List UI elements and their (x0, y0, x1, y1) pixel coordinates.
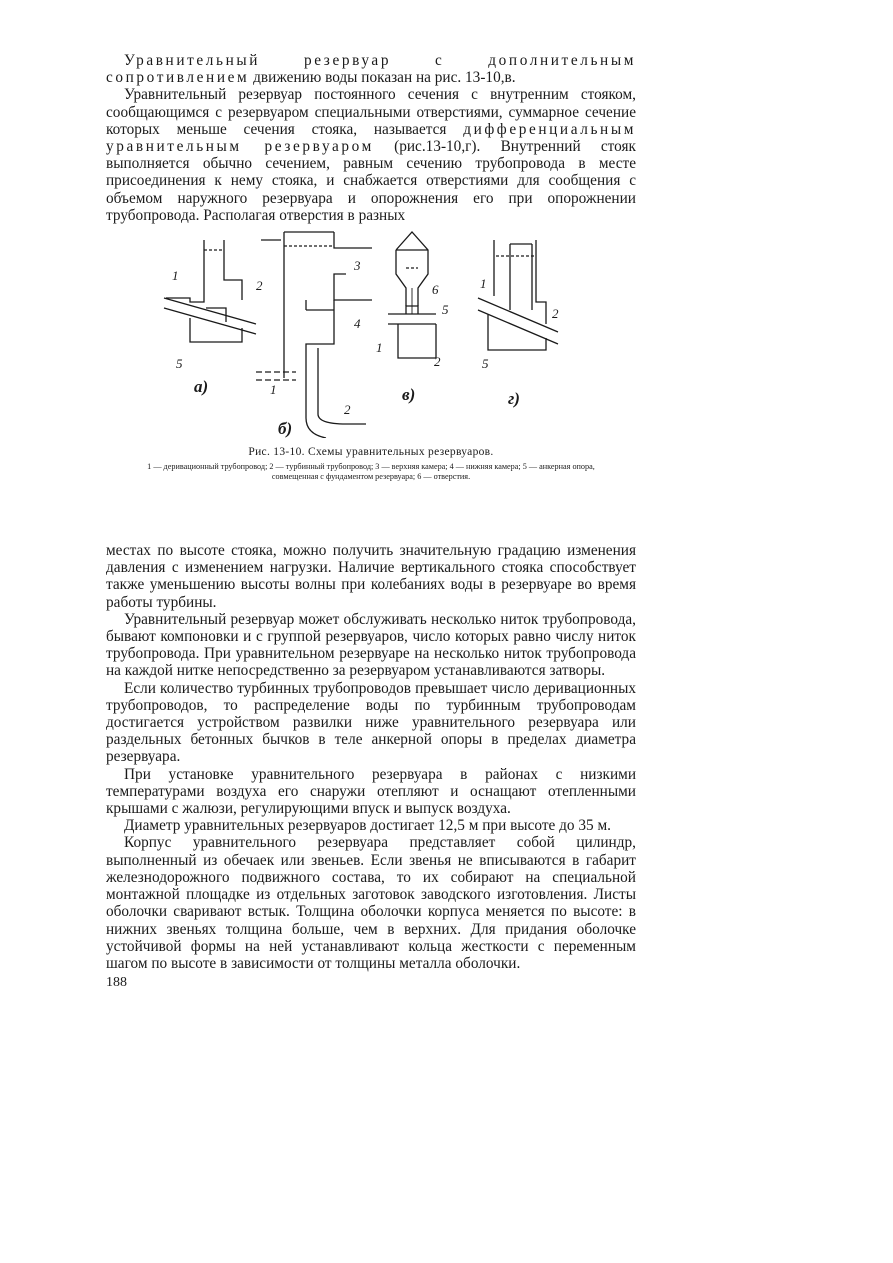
scheme-b (256, 232, 372, 438)
page-number: 188 (106, 975, 127, 991)
paragraph-4: Уравнительный резервуар может обслуживать несколько ниток трубопровода, бывают компоновки и с группой резервуаров, число которых равно числу ниток трубопровода. При уравнительном резервуаре на несколько ниток трубопровода на каждой нитке непосредственно за резервуаром устанавливаются затворы. (106, 610, 636, 680)
label-1-a: 1 (172, 268, 179, 284)
scheme-a (164, 240, 263, 396)
label-5-a: 5 (176, 356, 183, 372)
paragraph-6: При установке уравнительного резервуара в районах с низкими температурами воздуха его снаружи отепляют и оснащают отепленными крышами с жалюзи, регулирующими впуск и выпуск воздуха. (106, 765, 636, 818)
paragraph-7: Диаметр уравнительных резервуаров достигает 12,5 м при высоте до 35 м. (124, 817, 612, 835)
paragraph-8: Корпус уравнительного резервуара представляет собой цилиндр, выполненный из обечаек или звеньев. Если звенья не вписываются в габарит железнодорожного подвижного состава, то их собирают на специальной монтажной площадке из отдельных заготовок заводского изготовления. Листы оболочки сваривают встык. Толщина оболочки корпуса меняется по высоте: в нижних звеньях толщина больше, чем в верхних. Для придания оболочке устойчивой формы на ней устанавливают кольца жесткости с переменным шагом по высоте в зависимости от толщины металла оболочки. (106, 834, 636, 972)
spaced-term: дифференциальным уравнительным резервуаром (106, 120, 636, 156)
label-2-b: 2 (344, 402, 351, 418)
caption-b: б) (278, 419, 293, 439)
scheme-v (376, 232, 449, 404)
label-1-v: 1 (376, 340, 383, 356)
caption-v: в) (402, 385, 416, 405)
paragraph-2: Уравнительный резервуар постоянного сечения с внутренним стояком, сообщающимся с резервуаром специальными отверстиями, суммарное сечение которых меньше сечения стояка, называется дифференциальным уравнительным резервуаром (рис.13-10,г). Внутренний стояк выполняется обычно сечением, равным сечению трубопровода в месте присоединения к нему стояка, и снабжается отверстиями для сообщения с объемом наружного резервуара и опорожнения его при опорожнении трубопровода. Располагая отверстия в разных (106, 86, 636, 224)
label-2-g: 2 (552, 306, 559, 322)
scheme-g (478, 240, 559, 408)
paragraph-1: Уравнительный резервуар с дополнительным сопротивлением движению воды показан на рис. 13-10,в. (106, 52, 636, 87)
label-5-g: 5 (482, 356, 489, 372)
label-6: 6 (432, 282, 439, 298)
figure-legend: 1 — деривационный трубопровод; 2 — турбинный трубопровод; 3 — верхняя камера; 4 — нижняя камера; 5 — анкерная опора, совмещенная с фундаментом резервуара; 6 — отверстия. (147, 462, 595, 481)
caption-a: а) (194, 377, 209, 397)
caption-g: г) (508, 389, 520, 409)
label-1-g: 1 (480, 276, 487, 292)
paragraph-5: Если количество турбинных трубопроводов превышает число деривационных трубопроводов, то распределение воды по турбинным трубопроводам достигается устройством развилки ниже уравнительного резервуара или раздельных бетонных бычков в теле анкерной опоры в пределах диаметра резервуара. (106, 679, 636, 766)
label-4: 4 (354, 316, 361, 332)
surge-tank-schemes (106, 228, 636, 438)
figure-caption: Рис. 13-10. Схемы уравнительных резервуаров. (248, 446, 494, 459)
label-2-v: 2 (434, 354, 441, 370)
spaced-term: Уравнительный резервуар с дополнительным сопротивлением (106, 52, 636, 87)
label-1-b: 1 (270, 382, 277, 398)
figure-13-10 (106, 228, 636, 516)
paragraph-3: местах по высоте стояка, можно получить значительную градацию изменения давления с изменением нагрузки. Наличие вертикального стояка способствует также уменьшению высоты волны при колебаниях воды в резервуаре во время работы турбины. (106, 542, 636, 611)
label-5-v: 5 (442, 302, 449, 318)
label-3: 3 (354, 258, 361, 274)
page-content (106, 52, 636, 991)
label-2-a: 2 (256, 278, 263, 294)
